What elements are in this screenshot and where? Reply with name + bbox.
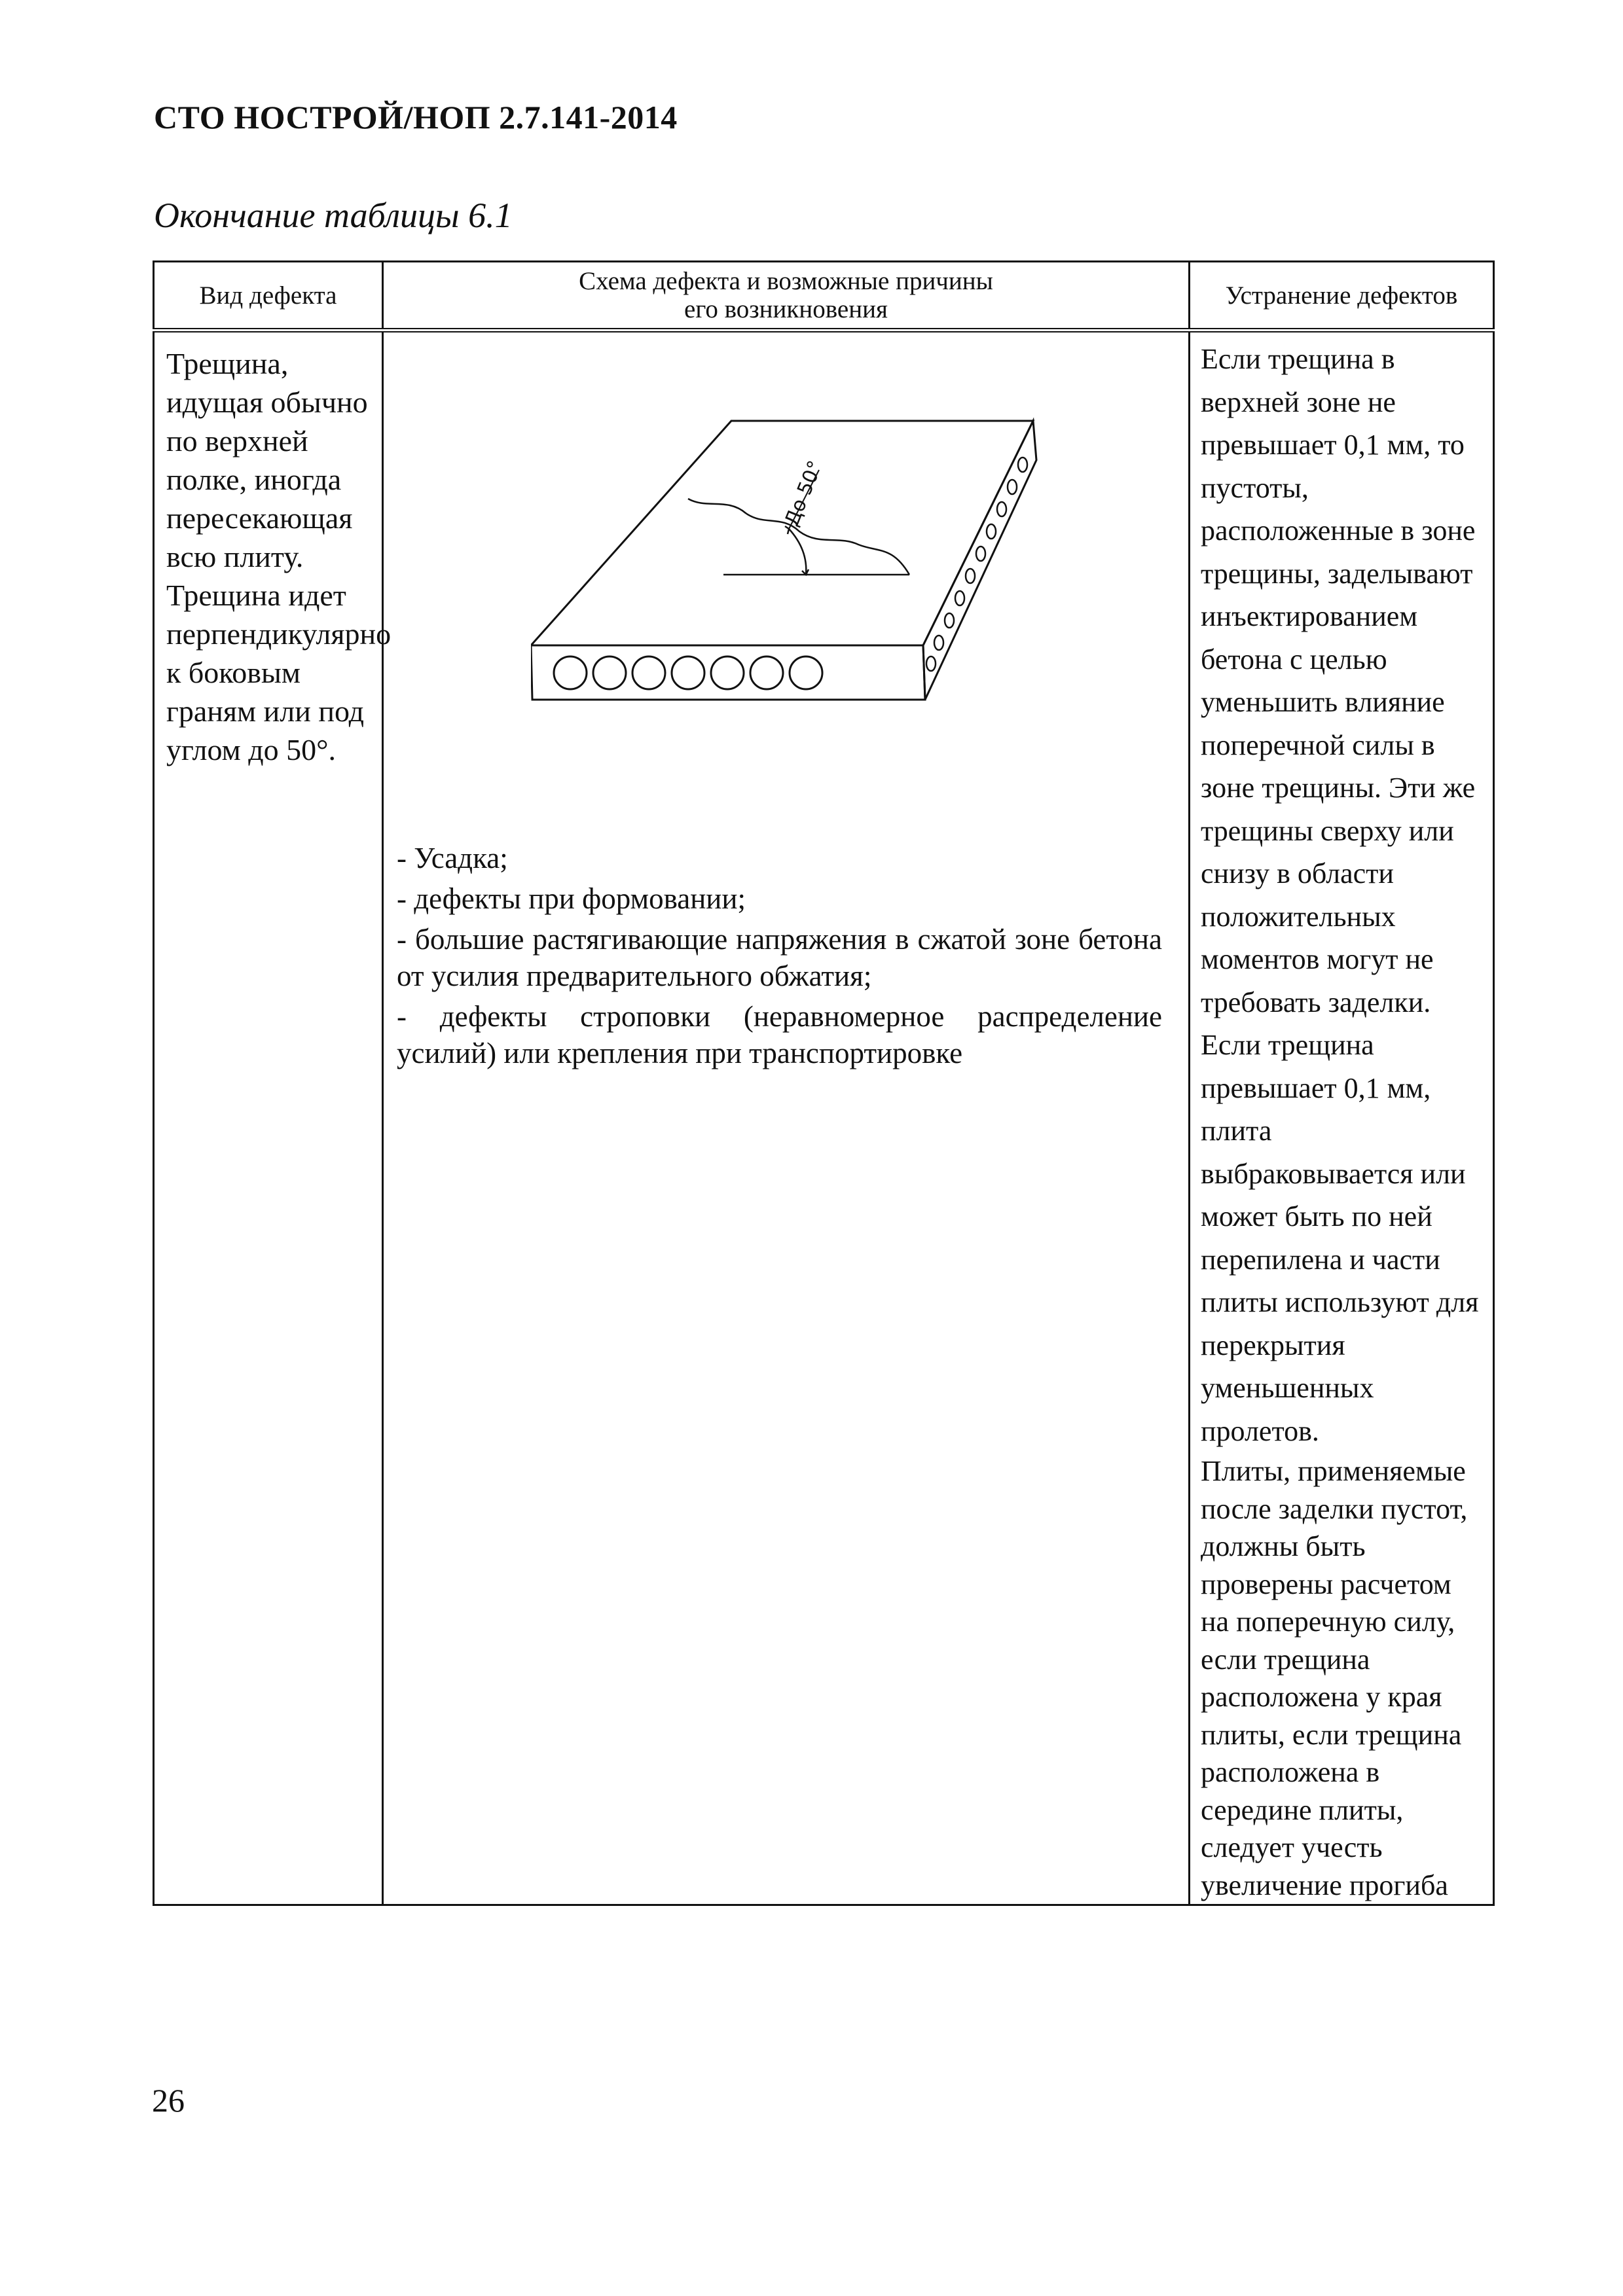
remedy-paragraph: Если трещина превышает 0,1 мм, плита выбраковывается или может быть по ней перепилена и части плиты используют для перекрытия уменьшенных пролетов. [1201, 1029, 1479, 1447]
column-header-defect-type-label: Вид дефекта [199, 281, 337, 310]
cause-item: - Усадка; [397, 842, 508, 874]
column-header-scheme [383, 262, 1190, 331]
cause-item: - большие растягивающие напряжения в сжатой зоне бетона от усилия предварительного обжатия; [397, 923, 1162, 992]
table-header-row [154, 262, 1494, 331]
remedy-paragraph: Если трещина в верхней зоне не превышает 0,1 мм, то пустоты, расположенные в зоне трещины, заделывают инъектированием бетона с целью уменьшить влияние поперечной силы в зоне трещины. Эти же трещины сверху или снизу в области положительных моментов могут не требовать заделки. [1201, 343, 1476, 1018]
column-header-defect-type [154, 262, 383, 331]
causes-list [397, 840, 1162, 1071]
column-header-remedy-label: Устранение дефектов [1225, 281, 1458, 310]
hollow-core-slab-crack-diagram [531, 398, 1055, 738]
cause-item: - дефекты при формовании; [397, 882, 746, 915]
defect-table [153, 260, 1495, 1906]
document-code: СТО НОСТРОЙ/НОП 2.7.141-2014 [154, 99, 678, 135]
angle-label: До 50° [780, 457, 828, 529]
remedy-paragraph: Плиты, применяемые после заделки пустот, должны быть проверены расчетом на поперечную силу, если трещина расположена у края плиты, если трещина расположена в середине плиты, следует учесть увеличение прогиба [1201, 1455, 1468, 1901]
cause-item: - дефекты строповки (неравномерное распределение усилий) или крепления при транспортировке [397, 1000, 1162, 1069]
column-header-scheme-line-2: его возникновения [684, 295, 888, 323]
defect-type-cell: Трещина, идущая обычно по верхней полке, иногда пересекающая всю плиту. Трещина идет перпендикулярно к боковым граням или под углом до 50°. [154, 331, 383, 1905]
table-caption: Окончание таблицы 6.1 [154, 196, 513, 235]
scheme-cell [383, 331, 1190, 1905]
side-openings [926, 457, 1027, 671]
angle-arc [789, 529, 806, 575]
angle-arrow-top [785, 526, 789, 534]
remedy-cell [1190, 331, 1494, 1905]
column-header-remedy [1190, 262, 1494, 331]
column-header-scheme-line-1: Схема дефекта и возможные причины [579, 267, 993, 295]
slab-top-face [531, 421, 1033, 645]
table-row [154, 331, 1494, 1905]
slab-end-face [531, 645, 925, 700]
page-number: 26 [152, 2082, 185, 2119]
hollow-cores [554, 656, 822, 689]
